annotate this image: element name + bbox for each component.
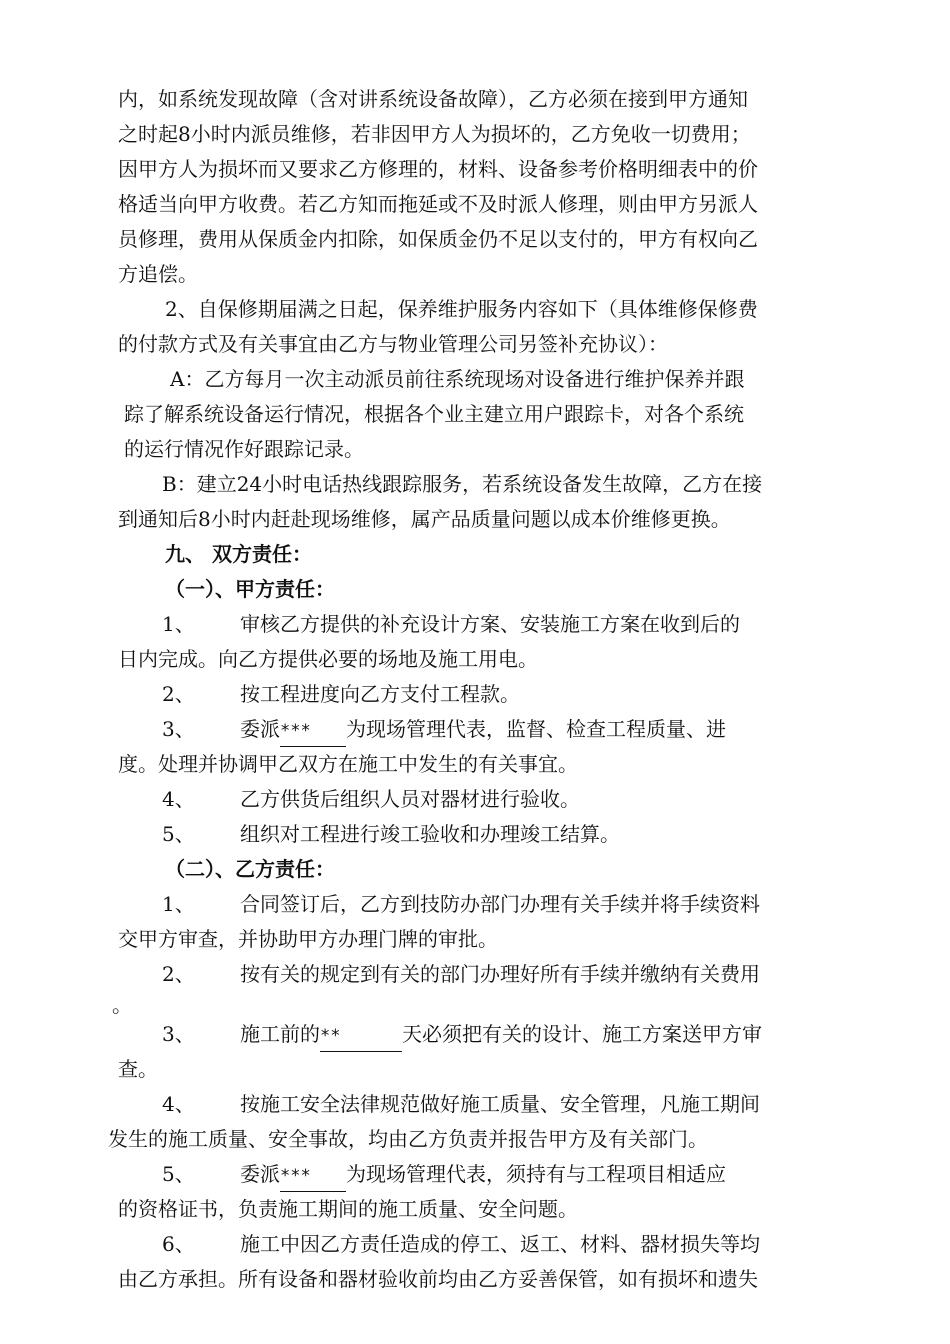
paragraph-line: 格适当向甲方收费。若乙方知而拖延或不及时派人修理，则由甲方另派人 (118, 192, 758, 216)
item-number: 6、 (162, 1232, 195, 1256)
paragraph-line: A：乙方每月一次主动派员前往系统现场对设备进行维护保养并跟 (170, 367, 745, 391)
fill-in-blank: ** (320, 1021, 402, 1052)
item-text: 为现场管理代表，监督、检查工程质量、进 (346, 717, 726, 741)
subsection-heading-party-a: （一）、甲方责任： (165, 577, 335, 601)
item-text: 乙方供货后组织人员对器材进行验收。 (240, 787, 580, 811)
paragraph-line: B：建立24小时电话热线跟踪服务，若系统设备发生故障，乙方在接 (162, 472, 763, 496)
item-number: 5、 (162, 822, 195, 846)
item-continuation: 发生的施工质量、安全事故，均由乙方负责并报告甲方及有关部门。 (108, 1127, 708, 1151)
paragraph-line: 内，如系统发现故障（含对讲系统设备故障），乙方必须在接到甲方通知 (118, 87, 748, 111)
item-text: 组织对工程进行竣工验收和办理竣工结算。 (240, 822, 620, 846)
paragraph-line: 因甲方人为损坏而又要求乙方修理的，材料、设备参考价格明细表中的价 (118, 157, 758, 181)
item-number: 1、 (162, 892, 195, 916)
item-text: 审核乙方提供的补充设计方案、安装施工方案在收到后的 (240, 612, 740, 636)
item-number: 3、 (162, 717, 195, 741)
item-continuation: 的资格证书，负责施工期间的施工质量、安全问题。 (118, 1197, 578, 1221)
item-continuation: 日内完成。向乙方提供必要的场地及施工用电。 (118, 647, 538, 671)
item-number: 5、 (162, 1162, 195, 1186)
item-continuation: 由乙方承担。所有设备和器材验收前均由乙方妥善保管，如有损坏和遗失 (118, 1267, 758, 1291)
item-number: 2、 (162, 682, 195, 706)
fill-in-blank: *** (280, 1161, 346, 1192)
item-continuation: 。 (112, 993, 132, 1017)
item-text: 按工程进度向乙方支付工程款。 (240, 682, 520, 706)
paragraph-line: 方追偿。 (118, 262, 198, 286)
paragraph-line: 员修理，费用从保质金内扣除，如保质金仍不足以支付的，甲方有权向乙 (118, 227, 758, 251)
item-continuation: 交甲方审查，并协助甲方办理门牌的审批。 (118, 927, 498, 951)
paragraph-line: 2、自保修期届满之日起，保养维护服务内容如下（具体维修保修费 (165, 297, 758, 321)
fill-in-blank: *** (280, 716, 346, 747)
item-text: 施工中因乙方责任造成的停工、返工、材料、器材损失等均 (240, 1232, 760, 1256)
item-text: 为现场管理代表，须持有与工程项目相适应 (346, 1162, 726, 1186)
item-continuation: 查。 (118, 1057, 158, 1081)
item-prefix: 委派 (240, 717, 280, 741)
item-prefix: 施工前的 (240, 1022, 320, 1046)
item-number: 3、 (162, 1022, 195, 1046)
paragraph-line: 到通知后8小时内赶赴现场维修，属产品质量问题以成本价维修更换。 (118, 507, 731, 531)
item-text: 按有关的规定到有关的部门办理好所有手续并缴纳有关费用 (240, 962, 760, 986)
subsection-heading-party-b: （二）、乙方责任： (165, 857, 335, 881)
paragraph-line: 踪了解系统设备运行情况，根据各个业主建立用户跟踪卡，对各个系统 (124, 402, 744, 426)
item-number: 4、 (162, 1092, 195, 1116)
item-number: 2、 (162, 962, 195, 986)
item-prefix: 委派 (240, 1162, 280, 1186)
paragraph-line: 之时起8小时内派员维修，若非因甲方人为损坏的，乙方免收一切费用； (118, 122, 751, 146)
item-text: 按施工安全法律规范做好施工质量、安全管理，凡施工期间 (240, 1092, 760, 1116)
paragraph-line: 的运行情况作好跟踪记录。 (124, 437, 364, 461)
item-number: 1、 (162, 612, 195, 636)
item-continuation: 度。处理并协调甲乙双方在施工中发生的有关事宜。 (118, 752, 578, 776)
item-number: 4、 (162, 787, 195, 811)
item-text: 天必须把有关的设计、施工方案送甲方审 (402, 1022, 762, 1046)
paragraph-line: 的付款方式及有关事宜由乙方与物业管理公司另签补充协议）： (118, 332, 668, 356)
item-text: 合同签订后，乙方到技防办部门办理有关手续并将手续资料 (240, 892, 760, 916)
section-heading: 九、 双方责任： (165, 542, 312, 566)
